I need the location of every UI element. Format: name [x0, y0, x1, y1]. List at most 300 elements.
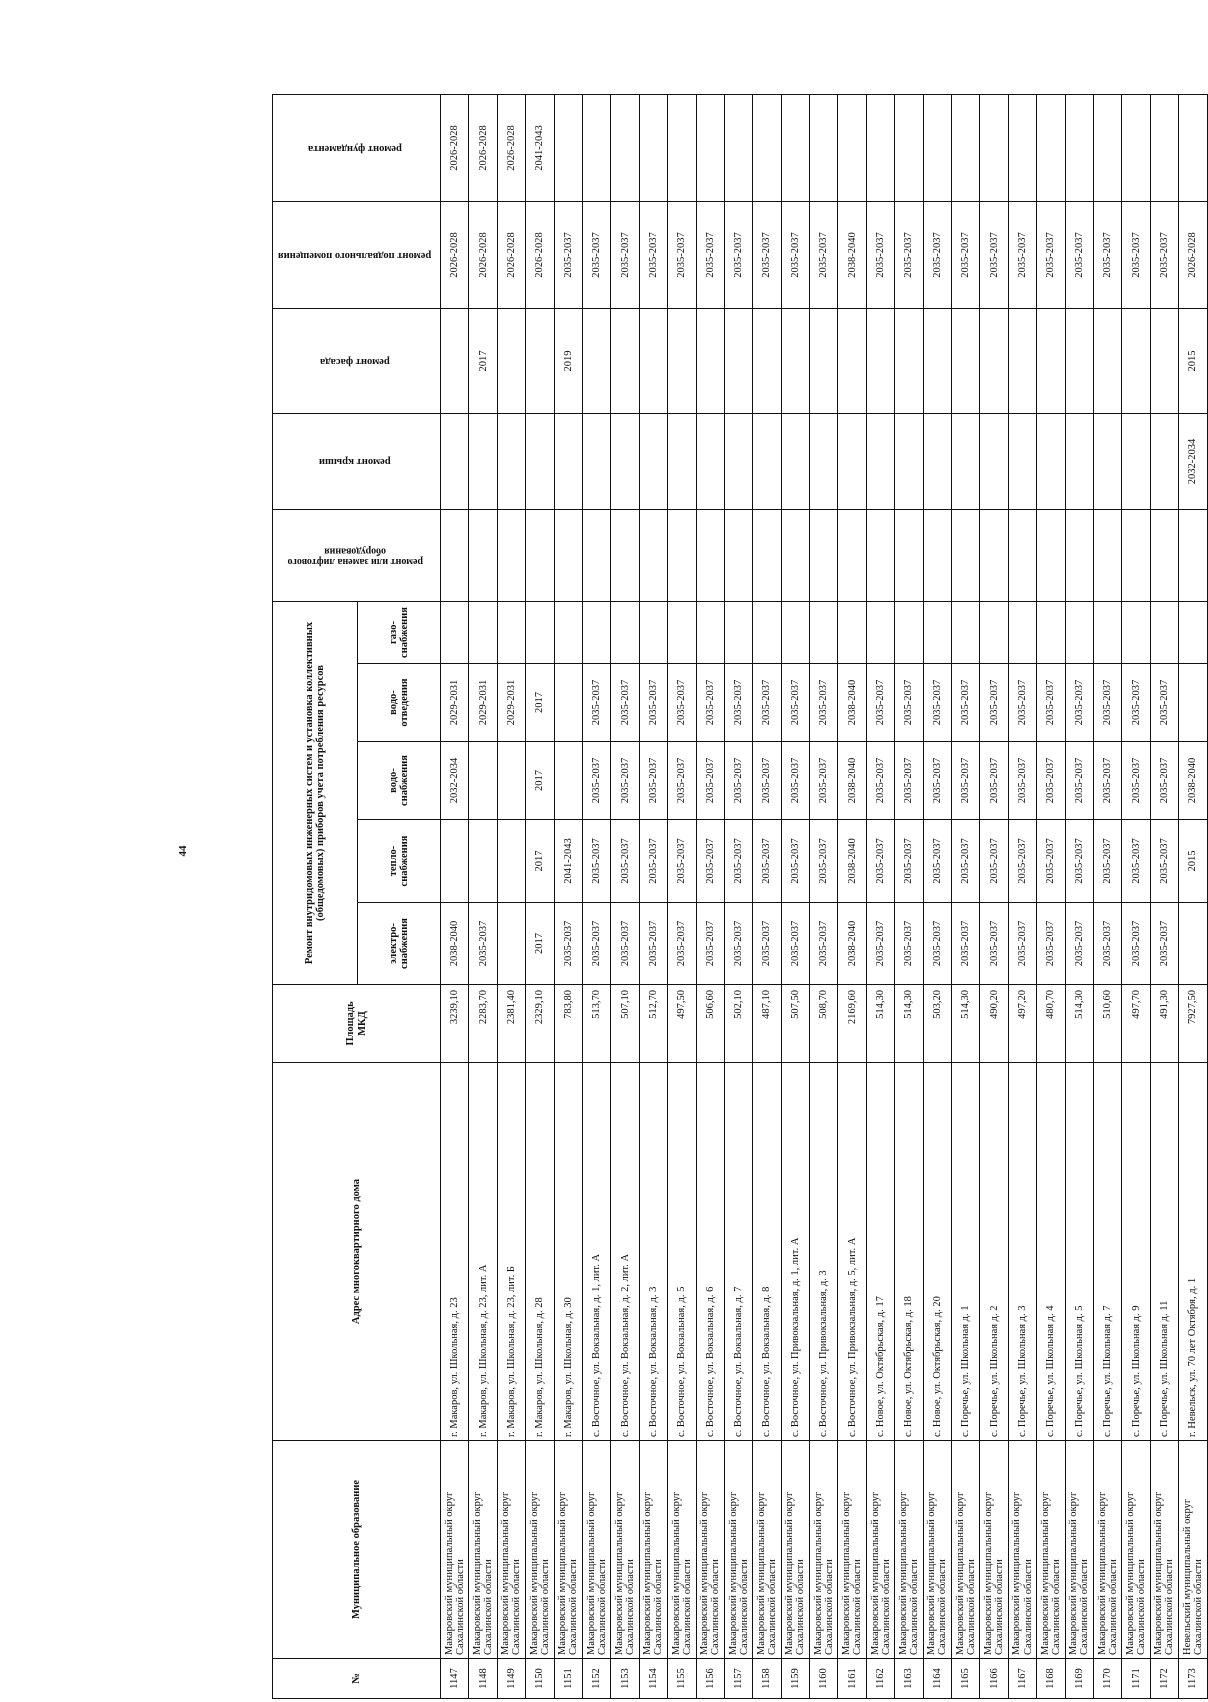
address-cell: г. Макаров, ул. Школьная, д. 23, лит. А: [469, 1063, 497, 1441]
heat-cell: [441, 820, 469, 903]
water-supply-cell: 2035-2037: [1008, 742, 1036, 820]
electric-cell: 2017: [526, 903, 554, 985]
municipality-cell: Макаровский муниципальный округ Сахалинской области: [554, 1441, 582, 1659]
electric-cell: 2035-2037: [696, 903, 724, 985]
foundation-cell: [668, 95, 696, 202]
area-cell: 783,80: [554, 985, 582, 1063]
elevator-cell: [1179, 510, 1207, 602]
water-drain-cell: 2035-2037: [753, 664, 781, 742]
foundation-cell: [554, 95, 582, 202]
facade-cell: [1150, 309, 1178, 414]
basement-cell: 2035-2037: [895, 202, 923, 309]
basement-cell: 2026-2028: [469, 202, 497, 309]
elevator-cell: [554, 510, 582, 602]
header-elevator-label: ремонт или замена лифтового оборудования: [287, 545, 423, 567]
foundation-cell: 2041-2043: [526, 95, 554, 202]
table-row: [1122, 95, 1150, 1699]
row-number: 1159: [781, 1659, 809, 1699]
facade-cell: [810, 309, 838, 414]
area-cell: 507,50: [781, 985, 809, 1063]
water-supply-cell: 2038-2040: [838, 742, 866, 820]
table-row: [781, 95, 809, 1699]
basement-cell: 2035-2037: [639, 202, 667, 309]
gas-cell: [526, 602, 554, 664]
gas-cell: [1093, 602, 1121, 664]
address-cell: с. Восточное, ул. Вокзальная, д. 6: [696, 1063, 724, 1441]
area-cell: 497,70: [1122, 985, 1150, 1063]
municipality-cell: Макаровский муниципальный округ Сахалинской области: [526, 1441, 554, 1659]
heat-cell: 2035-2037: [1122, 820, 1150, 903]
elevator-cell: [526, 510, 554, 602]
electric-cell: 2035-2037: [554, 903, 582, 985]
roof-cell: [1093, 414, 1121, 510]
table-row: [1179, 95, 1207, 1699]
municipality-cell: Макаровский муниципальный округ Сахалинской области: [724, 1441, 752, 1659]
area-cell: 503,20: [923, 985, 951, 1063]
row-number: 1151: [554, 1659, 582, 1699]
water-supply-cell: [554, 742, 582, 820]
heat-cell: 2035-2037: [923, 820, 951, 903]
heat-cell: [469, 820, 497, 903]
facade-cell: [1037, 309, 1065, 414]
roof-cell: [526, 414, 554, 510]
facade-cell: [980, 309, 1008, 414]
roof-cell: [866, 414, 894, 510]
electric-cell: 2035-2037: [781, 903, 809, 985]
foundation-cell: [696, 95, 724, 202]
basement-cell: 2026-2028: [441, 202, 469, 309]
water-drain-cell: 2035-2037: [696, 664, 724, 742]
basement-cell: 2026-2028: [1179, 202, 1207, 309]
roof-cell: [895, 414, 923, 510]
foundation-cell: [1065, 95, 1093, 202]
gas-cell: [1150, 602, 1178, 664]
electric-cell: 2035-2037: [866, 903, 894, 985]
water-drain-cell: 2035-2037: [980, 664, 1008, 742]
water-drain-cell: 2029-2031: [497, 664, 525, 742]
water-supply-cell: 2038-2040: [1179, 742, 1207, 820]
water-drain-cell: 2035-2037: [1093, 664, 1121, 742]
address-cell: с. Поречье, ул. Школьная д. 3: [1008, 1063, 1036, 1441]
heat-cell: 2035-2037: [1093, 820, 1121, 903]
facade-cell: [753, 309, 781, 414]
water-drain-cell: 2017: [526, 664, 554, 742]
table-row: [1037, 95, 1065, 1699]
water-supply-cell: 2035-2037: [639, 742, 667, 820]
roof-cell: [1150, 414, 1178, 510]
elevator-cell: [1122, 510, 1150, 602]
municipality-cell: Макаровский муниципальный округ Сахалинской области: [668, 1441, 696, 1659]
row-number: 1157: [724, 1659, 752, 1699]
elevator-cell: [838, 510, 866, 602]
roof-cell: [923, 414, 951, 510]
elevator-cell: [469, 510, 497, 602]
heat-cell: 2035-2037: [781, 820, 809, 903]
elevator-cell: [1150, 510, 1178, 602]
heat-cell: 2038-2040: [838, 820, 866, 903]
water-supply-cell: 2035-2037: [611, 742, 639, 820]
basement-cell: 2035-2037: [1037, 202, 1065, 309]
roof-cell: [781, 414, 809, 510]
foundation-cell: [1037, 95, 1065, 202]
heat-cell: 2035-2037: [1008, 820, 1036, 903]
gas-cell: [497, 602, 525, 664]
water-drain-cell: 2035-2037: [668, 664, 696, 742]
foundation-cell: 2026-2028: [469, 95, 497, 202]
address-cell: с. Поречье, ул. Школьная д. 5: [1065, 1063, 1093, 1441]
water-drain-cell: 2035-2037: [781, 664, 809, 742]
table-row: [838, 95, 866, 1699]
municipality-cell: Макаровский муниципальный округ Сахалинской области: [1037, 1441, 1065, 1659]
heat-cell: 2035-2037: [724, 820, 752, 903]
row-number: 1147: [441, 1659, 469, 1699]
water-supply-cell: 2035-2037: [923, 742, 951, 820]
water-supply-cell: 2035-2037: [582, 742, 610, 820]
elevator-cell: [611, 510, 639, 602]
row-number: 1162: [866, 1659, 894, 1699]
water-supply-cell: [497, 742, 525, 820]
water-drain-cell: 2035-2037: [810, 664, 838, 742]
table-row: [696, 95, 724, 1699]
electric-cell: [497, 903, 525, 985]
heat-cell: 2035-2037: [1065, 820, 1093, 903]
water-supply-cell: 2035-2037: [668, 742, 696, 820]
address-cell: г. Невельск, ул. 70 лет Октября, д. 1: [1179, 1063, 1207, 1441]
address-cell: с. Поречье, ул. Школьная д. 7: [1093, 1063, 1121, 1441]
municipality-cell: Макаровский муниципальный округ Сахалинской области: [781, 1441, 809, 1659]
electric-cell: 2035-2037: [895, 903, 923, 985]
address-cell: с. Поречье, ул. Школьная д. 9: [1122, 1063, 1150, 1441]
water-drain-cell: 2029-2031: [441, 664, 469, 742]
gas-cell: [980, 602, 1008, 664]
water-drain-cell: 2035-2037: [923, 664, 951, 742]
water-drain-cell: 2035-2037: [639, 664, 667, 742]
water-supply-cell: 2035-2037: [1093, 742, 1121, 820]
table-row: [441, 95, 469, 1699]
elevator-cell: [980, 510, 1008, 602]
basement-cell: 2035-2037: [1008, 202, 1036, 309]
table-body: [441, 95, 1208, 1699]
municipality-cell: Макаровский муниципальный округ Сахалинской области: [952, 1441, 980, 1659]
table-row: [895, 95, 923, 1699]
water-supply-cell: 2035-2037: [1122, 742, 1150, 820]
header-roof-label: ремонт крыши: [319, 456, 391, 468]
basement-cell: 2035-2037: [582, 202, 610, 309]
elevator-cell: [441, 510, 469, 602]
basement-cell: 2026-2028: [526, 202, 554, 309]
electric-cell: 2035-2037: [611, 903, 639, 985]
row-number: 1160: [810, 1659, 838, 1699]
area-cell: 480,70: [1037, 985, 1065, 1063]
area-cell: 2283,70: [469, 985, 497, 1063]
heat-cell: [497, 820, 525, 903]
area-cell: 2169,60: [838, 985, 866, 1063]
heat-cell: 2035-2037: [668, 820, 696, 903]
roof-cell: 2032-2034: [1179, 414, 1207, 510]
water-supply-cell: 2035-2037: [724, 742, 752, 820]
gas-cell: [781, 602, 809, 664]
municipality-cell: Макаровский муниципальный округ Сахалинской области: [753, 1441, 781, 1659]
elevator-cell: [753, 510, 781, 602]
water-drain-cell: 2035-2037: [724, 664, 752, 742]
gas-cell: [441, 602, 469, 664]
electric-cell: 2035-2037: [1093, 903, 1121, 985]
row-number: 1167: [1008, 1659, 1036, 1699]
facade-cell: [1008, 309, 1036, 414]
basement-cell: 2035-2037: [668, 202, 696, 309]
gas-cell: [611, 602, 639, 664]
water-drain-cell: 2035-2037: [866, 664, 894, 742]
heat-cell: 2035-2037: [753, 820, 781, 903]
area-cell: 507,10: [611, 985, 639, 1063]
area-cell: 490,20: [980, 985, 1008, 1063]
area-cell: 512,70: [639, 985, 667, 1063]
address-cell: с. Поречье, ул. Школьная д. 1: [952, 1063, 980, 1441]
foundation-cell: [1150, 95, 1178, 202]
facade-cell: [1065, 309, 1093, 414]
elevator-cell: [1065, 510, 1093, 602]
basement-cell: 2035-2037: [923, 202, 951, 309]
electric-cell: 2035-2037: [980, 903, 1008, 985]
municipality-cell: Макаровский муниципальный округ Сахалинской области: [1008, 1441, 1036, 1659]
basement-cell: 2035-2037: [724, 202, 752, 309]
water-supply-cell: 2035-2037: [952, 742, 980, 820]
municipality-cell: Макаровский муниципальный округ Сахалинской области: [582, 1441, 610, 1659]
gas-cell: [724, 602, 752, 664]
row-number: 1155: [668, 1659, 696, 1699]
table-row: [1150, 95, 1178, 1699]
elevator-cell: [1008, 510, 1036, 602]
roof-cell: [952, 414, 980, 510]
header-municipality: Муниципальное образование: [273, 1441, 441, 1659]
header-facade-label: ремонт фасада: [320, 355, 390, 367]
row-number: 1158: [753, 1659, 781, 1699]
basement-cell: 2035-2037: [753, 202, 781, 309]
gas-cell: [554, 602, 582, 664]
gas-cell: [895, 602, 923, 664]
roof-cell: [497, 414, 525, 510]
facade-cell: [497, 309, 525, 414]
facade-cell: [1122, 309, 1150, 414]
heat-cell: 2035-2037: [582, 820, 610, 903]
table-row: [554, 95, 582, 1699]
water-drain-cell: 2029-2031: [469, 664, 497, 742]
water-drain-cell: 2035-2037: [582, 664, 610, 742]
header-elevator: [273, 510, 441, 602]
table-row: [724, 95, 752, 1699]
water-supply-cell: 2017: [526, 742, 554, 820]
gas-cell: [952, 602, 980, 664]
area-cell: 2329,10: [526, 985, 554, 1063]
row-number: 1170: [1093, 1659, 1121, 1699]
basement-cell: 2035-2037: [1065, 202, 1093, 309]
header-electric: электро-снабжения: [358, 903, 441, 985]
water-supply-cell: 2032-2034: [441, 742, 469, 820]
row-number: 1164: [923, 1659, 951, 1699]
facade-cell: 2019: [554, 309, 582, 414]
facade-cell: [668, 309, 696, 414]
electric-cell: 2035-2037: [1150, 903, 1178, 985]
area-cell: 508,70: [810, 985, 838, 1063]
address-cell: с. Восточное, ул. Вокзальная, д. 8: [753, 1063, 781, 1441]
table-row: [582, 95, 610, 1699]
basement-cell: 2035-2037: [866, 202, 894, 309]
elevator-cell: [497, 510, 525, 602]
facade-cell: [696, 309, 724, 414]
table-row: [980, 95, 1008, 1699]
municipality-cell: Макаровский муниципальный округ Сахалинской области: [497, 1441, 525, 1659]
water-supply-cell: 2035-2037: [753, 742, 781, 820]
heat-cell: 2035-2037: [696, 820, 724, 903]
elevator-cell: [639, 510, 667, 602]
water-supply-cell: 2035-2037: [1037, 742, 1065, 820]
facade-cell: [582, 309, 610, 414]
gas-cell: [1037, 602, 1065, 664]
heat-cell: 2041-2043: [554, 820, 582, 903]
facade-cell: [724, 309, 752, 414]
row-number: 1150: [526, 1659, 554, 1699]
row-number: 1153: [611, 1659, 639, 1699]
gas-cell: [582, 602, 610, 664]
table-row: [668, 95, 696, 1699]
basement-cell: 2035-2037: [1150, 202, 1178, 309]
area-cell: 514,30: [1065, 985, 1093, 1063]
header-water-drain: водо-отведения: [358, 664, 441, 742]
gas-cell: [810, 602, 838, 664]
water-supply-cell: 2035-2037: [781, 742, 809, 820]
table-row: [639, 95, 667, 1699]
foundation-cell: [582, 95, 610, 202]
municipality-cell: Макаровский муниципальный округ Сахалинской области: [866, 1441, 894, 1659]
gas-cell: [923, 602, 951, 664]
water-drain-cell: 2035-2037: [952, 664, 980, 742]
municipality-cell: Макаровский муниципальный округ Сахалинской области: [611, 1441, 639, 1659]
table-row: [952, 95, 980, 1699]
row-number: 1171: [1122, 1659, 1150, 1699]
electric-cell: 2035-2037: [810, 903, 838, 985]
elevator-cell: [866, 510, 894, 602]
table-row: [753, 95, 781, 1699]
address-cell: с. Поречье, ул. Школьная д. 2: [980, 1063, 1008, 1441]
foundation-cell: [838, 95, 866, 202]
gas-cell: [838, 602, 866, 664]
foundation-cell: [724, 95, 752, 202]
basement-cell: 2035-2037: [696, 202, 724, 309]
foundation-cell: [639, 95, 667, 202]
row-number: 1156: [696, 1659, 724, 1699]
water-supply-cell: 2035-2037: [895, 742, 923, 820]
municipality-cell: Макаровский муниципальный округ Сахалинской области: [639, 1441, 667, 1659]
foundation-cell: 2026-2028: [441, 95, 469, 202]
area-cell: 491,30: [1150, 985, 1178, 1063]
municipality-cell: Макаровский муниципальный округ Сахалинской области: [1093, 1441, 1121, 1659]
header-water-supply: водо-снабжения: [358, 742, 441, 820]
area-cell: 510,60: [1093, 985, 1121, 1063]
municipality-cell: Макаровский муниципальный округ Сахалинской области: [469, 1441, 497, 1659]
electric-cell: [1179, 903, 1207, 985]
municipality-cell: Макаровский муниципальный округ Сахалинской области: [441, 1441, 469, 1659]
heat-cell: 2035-2037: [810, 820, 838, 903]
heat-cell: 2035-2037: [611, 820, 639, 903]
elevator-cell: [724, 510, 752, 602]
address-cell: с. Восточное, ул. Вокзальная, д. 1, лит. А: [582, 1063, 610, 1441]
table-row: [1008, 95, 1036, 1699]
foundation-cell: [895, 95, 923, 202]
gas-cell: [1008, 602, 1036, 664]
address-cell: г. Макаров, ул. Школьная, д. 28: [526, 1063, 554, 1441]
table-row: [611, 95, 639, 1699]
electric-cell: 2035-2037: [582, 903, 610, 985]
gas-cell: [866, 602, 894, 664]
header-engineering-group: Ремонт внутридомовых инженерных систем и установка коллективных (общедомовых) приборов учета потребления ресурсов: [273, 602, 358, 985]
row-number: 1163: [895, 1659, 923, 1699]
municipality-cell: Макаровский муниципальный округ Сахалинской области: [1065, 1441, 1093, 1659]
basement-cell: 2035-2037: [952, 202, 980, 309]
heat-cell: 2035-2037: [980, 820, 1008, 903]
page-number: 44: [177, 845, 189, 857]
water-drain-cell: [554, 664, 582, 742]
basement-cell: 2035-2037: [810, 202, 838, 309]
electric-cell: 2035-2037: [724, 903, 752, 985]
electric-cell: 2035-2037: [1037, 903, 1065, 985]
facade-cell: [866, 309, 894, 414]
gas-cell: [753, 602, 781, 664]
gas-cell: [1065, 602, 1093, 664]
table-row: [497, 95, 525, 1699]
heat-cell: 2035-2037: [866, 820, 894, 903]
area-cell: 2381,40: [497, 985, 525, 1063]
gas-cell: [1179, 602, 1207, 664]
facade-cell: [611, 309, 639, 414]
municipality-cell: Макаровский муниципальный округ Сахалинской области: [923, 1441, 951, 1659]
basement-cell: 2035-2037: [554, 202, 582, 309]
roof-cell: [611, 414, 639, 510]
foundation-cell: [866, 95, 894, 202]
table-row: [810, 95, 838, 1699]
basement-cell: 2035-2037: [781, 202, 809, 309]
area-cell: 506,60: [696, 985, 724, 1063]
electric-cell: 2035-2037: [952, 903, 980, 985]
water-supply-cell: [469, 742, 497, 820]
elevator-cell: [952, 510, 980, 602]
table-row: [1065, 95, 1093, 1699]
electric-cell: 2038-2040: [441, 903, 469, 985]
basement-cell: 2038-2040: [838, 202, 866, 309]
area-cell: 3239,10: [441, 985, 469, 1063]
basement-cell: 2035-2037: [1122, 202, 1150, 309]
header-address: Адрес многоквартирного дома: [273, 1063, 441, 1441]
row-number: 1173: [1179, 1659, 1207, 1699]
water-drain-cell: 2035-2037: [895, 664, 923, 742]
roof-cell: [810, 414, 838, 510]
roof-cell: [838, 414, 866, 510]
elevator-cell: [1037, 510, 1065, 602]
address-cell: г. Макаров, ул. Школьная, д. 23, лит. Б: [497, 1063, 525, 1441]
basement-cell: 2035-2037: [1093, 202, 1121, 309]
facade-cell: [952, 309, 980, 414]
area-cell: 514,30: [866, 985, 894, 1063]
header-heat: тепло-снабжения: [358, 820, 441, 903]
heat-cell: 2017: [526, 820, 554, 903]
facade-cell: [441, 309, 469, 414]
roof-cell: [441, 414, 469, 510]
foundation-cell: [753, 95, 781, 202]
foundation-cell: 2026-2028: [497, 95, 525, 202]
header-facade: [273, 309, 441, 414]
electric-cell: 2035-2037: [1008, 903, 1036, 985]
address-cell: с. Новое, ул. Октябрьская, д. 17: [866, 1063, 894, 1441]
facade-cell: [781, 309, 809, 414]
